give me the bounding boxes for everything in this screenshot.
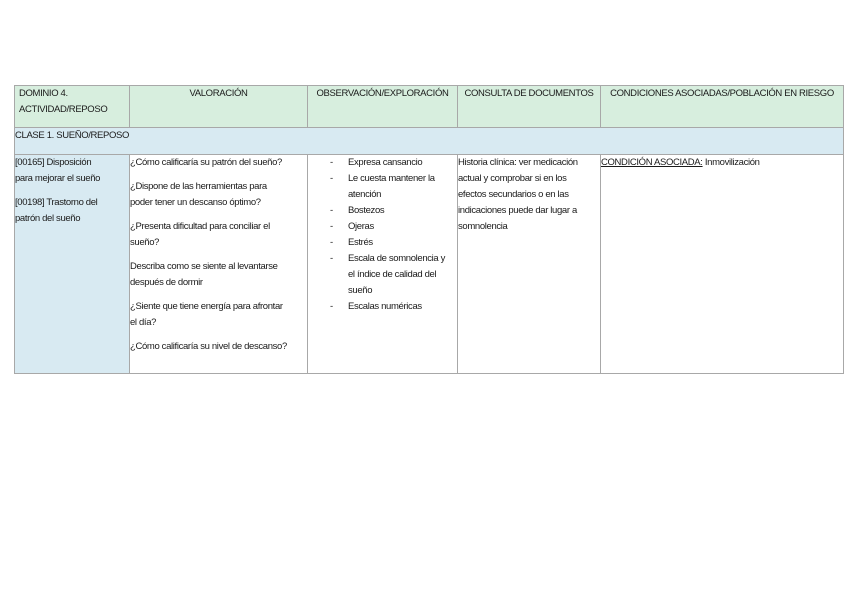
consulta-text: indicaciones puede dar lugar a bbox=[458, 205, 577, 216]
list-item-text: Expresa cansancio bbox=[348, 157, 423, 168]
list-item bbox=[308, 235, 457, 251]
consulta-text: efectos secundarios o en las bbox=[458, 189, 569, 200]
question-item bbox=[130, 339, 307, 355]
question-text: ¿Presenta dificultad para conciliar el bbox=[130, 221, 270, 232]
diagnosis-text: patrón del sueño bbox=[15, 213, 81, 224]
condiciones-cell bbox=[601, 155, 844, 374]
header-observacion: OBSERVACIÓN/EXPLORACIÓN bbox=[308, 86, 458, 128]
question-text: ¿Cómo calificaría su patrón del sueño? bbox=[130, 157, 282, 168]
list-item bbox=[308, 299, 457, 315]
question-item bbox=[130, 299, 307, 331]
list-item bbox=[308, 203, 457, 219]
header-domain bbox=[15, 86, 130, 128]
valoracion-cell bbox=[130, 155, 308, 374]
observation-list bbox=[308, 155, 457, 315]
list-item bbox=[308, 219, 457, 235]
dash-bullet: - bbox=[330, 173, 333, 184]
list-item bbox=[308, 171, 457, 203]
question-text: ¿Dispone de las herramientas para bbox=[130, 181, 267, 192]
question-text: después de dormir bbox=[130, 277, 203, 288]
list-item-text: el índice de calidad del bbox=[348, 269, 437, 280]
consulta-cell bbox=[458, 155, 601, 374]
class-title: CLASE 1. SUEÑO/REPOSO bbox=[15, 128, 844, 155]
question-text: ¿Siente que tiene energía para afrontar bbox=[130, 301, 283, 312]
diagnosis-text: para mejorar el sueño bbox=[15, 173, 101, 184]
header-domain-line2: ACTIVIDAD/REPOSO bbox=[19, 104, 108, 115]
condition-value: Inmovilización bbox=[702, 157, 760, 168]
question-text: sueño? bbox=[130, 237, 160, 248]
diagnosis-item bbox=[15, 155, 129, 187]
header-consulta: CONSULTA DE DOCUMENTOS bbox=[458, 86, 601, 128]
diagnosis-text: [00165] Disposición bbox=[15, 157, 92, 168]
consulta-text: Historia clínica: ver medicación bbox=[458, 157, 578, 168]
diagnoses-cell bbox=[15, 155, 130, 374]
list-item-text: Le cuesta mantener la bbox=[348, 173, 435, 184]
diagnosis-text: [00198] Trastorno del bbox=[15, 197, 98, 208]
list-item bbox=[308, 155, 457, 171]
condition-item bbox=[601, 155, 843, 171]
diagnosis-item bbox=[15, 195, 129, 227]
list-item-text: Ojeras bbox=[348, 221, 374, 232]
content-row bbox=[15, 155, 844, 374]
observacion-cell bbox=[308, 155, 458, 374]
dash-bullet: - bbox=[330, 205, 333, 216]
nursing-assessment-table bbox=[14, 85, 844, 374]
list-item-text: Escala de somnolencia y bbox=[348, 253, 446, 264]
question-item bbox=[130, 179, 307, 211]
list-item-text: Escalas numéricas bbox=[348, 301, 422, 312]
dash-bullet: - bbox=[330, 253, 333, 264]
consulta-text: somnolencia bbox=[458, 221, 508, 232]
class-row bbox=[15, 128, 844, 155]
dash-bullet: - bbox=[330, 237, 333, 248]
condition-label: CONDICIÓN ASOCIADA: bbox=[601, 157, 703, 168]
dash-bullet: - bbox=[330, 221, 333, 232]
list-item bbox=[308, 251, 457, 299]
question-text: el día? bbox=[130, 317, 157, 328]
question-text: poder tener un descanso óptimo? bbox=[130, 197, 261, 208]
dash-bullet: - bbox=[330, 301, 333, 312]
header-condiciones: CONDICIONES ASOCIADAS/POBLACIÓN EN RIESGO bbox=[601, 86, 844, 128]
list-item-text: sueño bbox=[348, 285, 373, 296]
question-text: ¿Cómo calificaría su nivel de descanso? bbox=[130, 341, 287, 352]
header-row bbox=[15, 86, 844, 128]
consulta-text: actual y comprobar si en los bbox=[458, 173, 567, 184]
header-valoracion: VALORACIÓN bbox=[130, 86, 308, 128]
list-item-text: Estrés bbox=[348, 237, 373, 248]
list-item-text: Bostezos bbox=[348, 205, 385, 216]
dash-bullet: - bbox=[330, 157, 333, 168]
question-text: Describa como se siente al levantarse bbox=[130, 261, 278, 272]
question-item bbox=[130, 155, 307, 171]
header-domain-line1: DOMINIO 4. bbox=[19, 88, 68, 99]
question-item bbox=[130, 219, 307, 251]
list-item-text: atención bbox=[348, 189, 382, 200]
question-item bbox=[130, 259, 307, 291]
